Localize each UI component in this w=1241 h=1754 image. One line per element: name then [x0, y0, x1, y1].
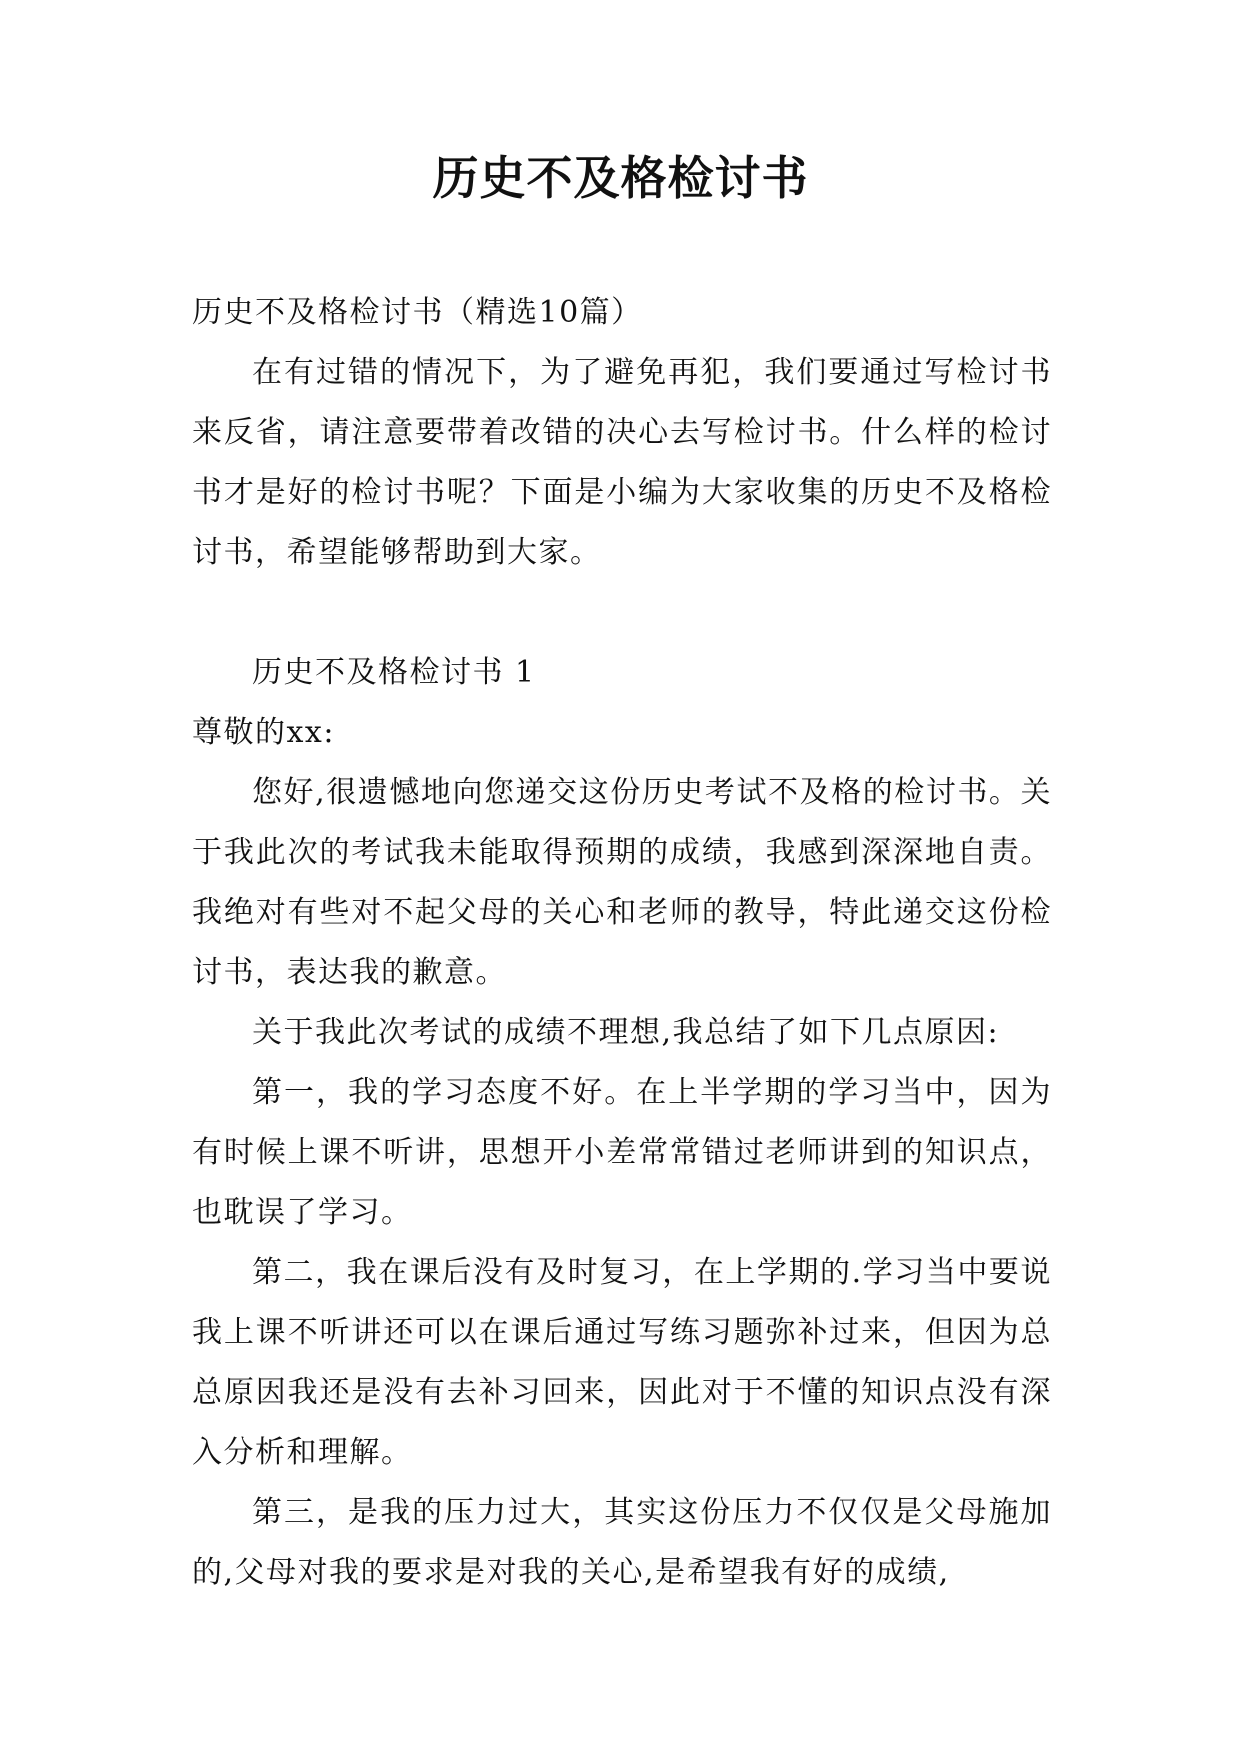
document-title: 历史不及格检讨书: [432, 151, 809, 205]
body-paragraph: 您好,很遗憾地向您递交这份历史考试不及格的检讨书。关于我此次的考试我未能取得预期的成绩，我感到深深地自责。我绝对有些对不起父母的关心和老师的教导，特此递交这份检讨书，表达我的歉意。: [192, 775, 1052, 990]
document-subtitle: 历史不及格检讨书（精选10篇）: [192, 295, 643, 330]
body-paragraph: 关于我此次考试的成绩不理想,我总结了如下几点原因:: [252, 1015, 1000, 1050]
intro-paragraph: 在有过错的情况下，为了避免再犯，我们要通过写检讨书来反省，请注意要带着改错的决心去写检讨书。什么样的检讨书才是好的检讨书呢？下面是小编为大家收集的历史不及格检讨书，希望能够帮助到大家。: [192, 355, 1052, 570]
body-paragraph: 第二，我在课后没有及时复习，在上学期的.学习当中要说我上课不听讲还可以在课后通过写练习题弥补过来，但因为总总原因我还是没有去补习回来，因此对于不懂的知识点没有深入分析和理解。: [192, 1255, 1052, 1470]
body-paragraph: 第三，是我的压力过大，其实这份压力不仅仅是父母施加的,父母对我的要求是对我的关心,是希望我有好的成绩,: [192, 1495, 1052, 1590]
body-paragraph: 第一，我的学习态度不好。在上半学期的学习当中，因为有时候上课不听讲，思想开小差常常错过老师讲到的知识点，也耽误了学习。: [192, 1075, 1052, 1230]
document-body: [192, 283, 1052, 1603]
section-heading: 历史不及格检讨书 1: [252, 655, 536, 690]
salutation: 尊敬的xx:: [192, 715, 335, 750]
